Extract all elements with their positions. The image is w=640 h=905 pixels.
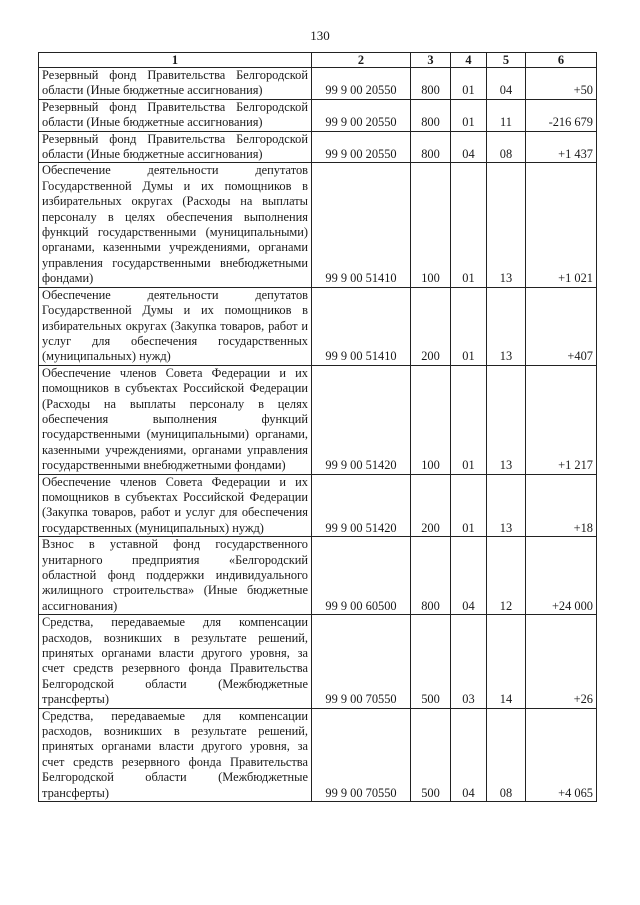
row-expense-type: 800: [411, 68, 451, 100]
row-description: Взнос в уставной фонд государственного унитарного предприятия «Белгородский областной фонд поддержки индивидуального жилищного строительства» (Иные бюджетные ассигнования): [39, 537, 312, 615]
table-row: [39, 708, 597, 801]
row-amount: +1 217: [526, 365, 597, 474]
row-expense-type: 800: [411, 99, 451, 131]
row-subsection: 04: [487, 68, 526, 100]
row-code: 99 9 00 70550: [312, 615, 411, 708]
row-description: Средства, передаваемые для компенсации расходов, возникших в результате решений, принятых органами власти другого уровня, за счет средств резервного фонда Правительства Белгородской области (Межбюджетные трансферты): [39, 708, 312, 801]
row-description: Резервный фонд Правительства Белгородской области (Иные бюджетные ассигнования): [39, 68, 312, 100]
row-subsection: 08: [487, 708, 526, 801]
row-expense-type: 200: [411, 287, 451, 365]
row-code: 99 9 00 60500: [312, 537, 411, 615]
row-section: 04: [451, 131, 487, 163]
row-expense-type: 500: [411, 708, 451, 801]
table-row: [39, 131, 597, 163]
row-code: 99 9 00 51410: [312, 287, 411, 365]
row-amount: +24 000: [526, 537, 597, 615]
table-row: [39, 68, 597, 100]
column-header-2: 2: [312, 53, 411, 68]
row-amount: +18: [526, 474, 597, 537]
table-row: [39, 474, 597, 537]
row-description: Средства, передаваемые для компенсации расходов, возникших в результате решений, принятых органами власти другого уровня, за счет средств резервного фонда Правительства Белгородской области (Межбюджетные трансферты): [39, 615, 312, 708]
row-subsection: 13: [487, 474, 526, 537]
column-header-4: 4: [451, 53, 487, 68]
row-description: Обеспечение деятельности депутатов Государственной Думы и их помощников в избирательных округах (Расходы на выплаты персоналу в целях обеспечения выполнения функций государственными (муниципальными) органами, казенными учреждениями, органами управления государственными внебюджетными фондами): [39, 163, 312, 287]
column-header-5: 5: [487, 53, 526, 68]
row-section: 01: [451, 99, 487, 131]
row-expense-type: 800: [411, 537, 451, 615]
table-row: [39, 615, 597, 708]
table-row: [39, 99, 597, 131]
row-description: Резервный фонд Правительства Белгородской области (Иные бюджетные ассигнования): [39, 131, 312, 163]
table-row: [39, 163, 597, 287]
row-section: 03: [451, 615, 487, 708]
row-code: 99 9 00 20550: [312, 131, 411, 163]
row-description: Обеспечение членов Совета Федерации и их помощников в субъектах Российской Федерации (Расходы на выплаты персоналу в целях обеспечения выполнения функций государственными (муниципальными) органами, казенными учреждениями, органами управления государственными внебюджетными фондами): [39, 365, 312, 474]
row-description: Резервный фонд Правительства Белгородской области (Иные бюджетные ассигнования): [39, 99, 312, 131]
row-code: 99 9 00 51420: [312, 365, 411, 474]
row-subsection: 08: [487, 131, 526, 163]
row-subsection: 12: [487, 537, 526, 615]
row-section: 04: [451, 537, 487, 615]
row-code: 99 9 00 20550: [312, 99, 411, 131]
column-header-1: 1: [39, 53, 312, 68]
row-expense-type: 800: [411, 131, 451, 163]
row-subsection: 13: [487, 163, 526, 287]
row-section: 04: [451, 708, 487, 801]
row-section: 01: [451, 163, 487, 287]
table-row: [39, 365, 597, 474]
row-code: 99 9 00 20550: [312, 68, 411, 100]
row-subsection: 13: [487, 365, 526, 474]
row-description: Обеспечение деятельности депутатов Государственной Думы и их помощников в избирательных округах (Закупка товаров, работ и услуг для обеспечения государственных (муниципальных) нужд): [39, 287, 312, 365]
row-code: 99 9 00 70550: [312, 708, 411, 801]
row-section: 01: [451, 68, 487, 100]
budget-table: [38, 52, 597, 802]
row-expense-type: 500: [411, 615, 451, 708]
column-header-3: 3: [411, 53, 451, 68]
row-amount: +1 021: [526, 163, 597, 287]
table-row: [39, 287, 597, 365]
row-expense-type: 100: [411, 365, 451, 474]
row-code: 99 9 00 51420: [312, 474, 411, 537]
row-subsection: 14: [487, 615, 526, 708]
row-amount: +1 437: [526, 131, 597, 163]
row-amount: +407: [526, 287, 597, 365]
row-amount: +50: [526, 68, 597, 100]
page-number: 130: [310, 28, 330, 43]
row-description: Обеспечение членов Совета Федерации и их помощников в субъектах Российской Федерации (Закупка товаров, работ и услуг для обеспечения государственных (муниципальных) нужд): [39, 474, 312, 537]
row-expense-type: 200: [411, 474, 451, 537]
row-section: 01: [451, 474, 487, 537]
row-expense-type: 100: [411, 163, 451, 287]
table-header-row: [39, 53, 597, 68]
column-header-6: 6: [526, 53, 597, 68]
row-subsection: 11: [487, 99, 526, 131]
row-subsection: 13: [487, 287, 526, 365]
table-row: [39, 537, 597, 615]
row-code: 99 9 00 51410: [312, 163, 411, 287]
row-section: 01: [451, 365, 487, 474]
row-amount: +26: [526, 615, 597, 708]
row-section: 01: [451, 287, 487, 365]
row-amount: -216 679: [526, 99, 597, 131]
row-amount: +4 065: [526, 708, 597, 801]
